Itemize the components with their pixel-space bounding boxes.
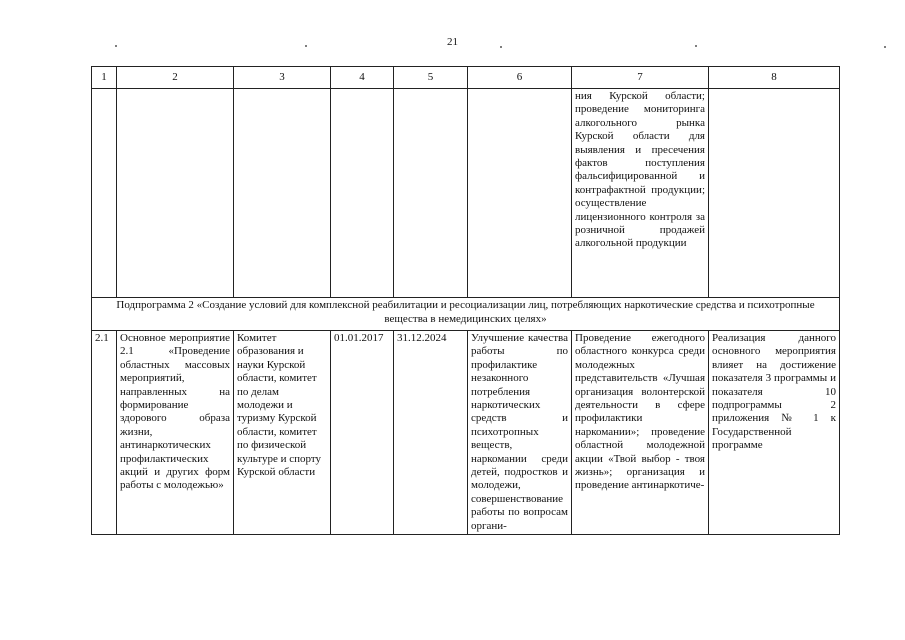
table-cell [394,89,468,298]
scan-speck [884,46,886,48]
table-cell [92,89,117,298]
column-number: 8 [709,67,840,89]
column-number: 4 [331,67,394,89]
executor: Комитет образования и науки Курской области, комитет по делам молодежи и туризму Курской области, комитет по физической культуре и спорту Курской области [234,331,331,535]
subprogram-title: Подпрограмма 2 «Создание условий для комплексной реабилитации и ресоциализации лиц, потребляющих наркотические средства и психотропные вещества в немедицинских целях» [92,298,840,331]
table-row-2-1 [92,331,840,535]
column-number: 6 [468,67,572,89]
indicator-link: Реализация данного основного мероприятия влияет на достижение показателя 3 программы и показателя 10 подпрограммы 2 приложения № 1 к Государственной программе [709,331,840,535]
table-cell [709,89,840,298]
table-cell [468,89,572,298]
activity-content: Проведение ежегодного областного конкурса среди молодежных представительств «Лучшая организация волонтерской деятельности в сфере профилактики наркомании»; проведение областной молодежной акции «Твой выбор - твоя жизнь»; организация и проведение антинаркотиче- [572,331,709,535]
column-number: 7 [572,67,709,89]
table-cell [331,89,394,298]
scan-speck [305,45,307,47]
program-table [91,66,840,535]
continuation-row [92,89,840,298]
continued-activity-content: ния Курской области; проведение мониторинга алкогольного рынка Курской области для выявления и пресечения фактов поступления фальсифицированной и контрафактной продукции; осуществление лицензионного контроля за розничной продажей алкогольной продукции [572,89,709,298]
column-number: 3 [234,67,331,89]
table-cell [234,89,331,298]
subprogram-row [92,298,840,331]
scan-speck [500,46,502,48]
column-number: 2 [117,67,234,89]
column-number: 5 [394,67,468,89]
row-number: 2.1 [92,331,117,535]
activity-name: Основное мероприятие 2.1 «Проведение областных массовых мероприятий, направленных на формирование здорового образа жизни, антинаркотических профилактических акций и других форм работы с молодежью» [117,331,234,535]
column-number: 1 [92,67,117,89]
scan-speck [115,45,117,47]
page-number: 21 [447,36,458,48]
scan-speck [695,45,697,47]
expected-result: Улучшение качества работы по профилактике незаконного потребления наркотических средств и психотропных веществ, наркомании среди детей, подростков и молодежи, совершенствование работы по вопросам органи- [468,331,572,535]
column-number-row [92,67,840,89]
table-cell [117,89,234,298]
start-date: 01.01.2017 [331,331,394,535]
end-date: 31.12.2024 [394,331,468,535]
